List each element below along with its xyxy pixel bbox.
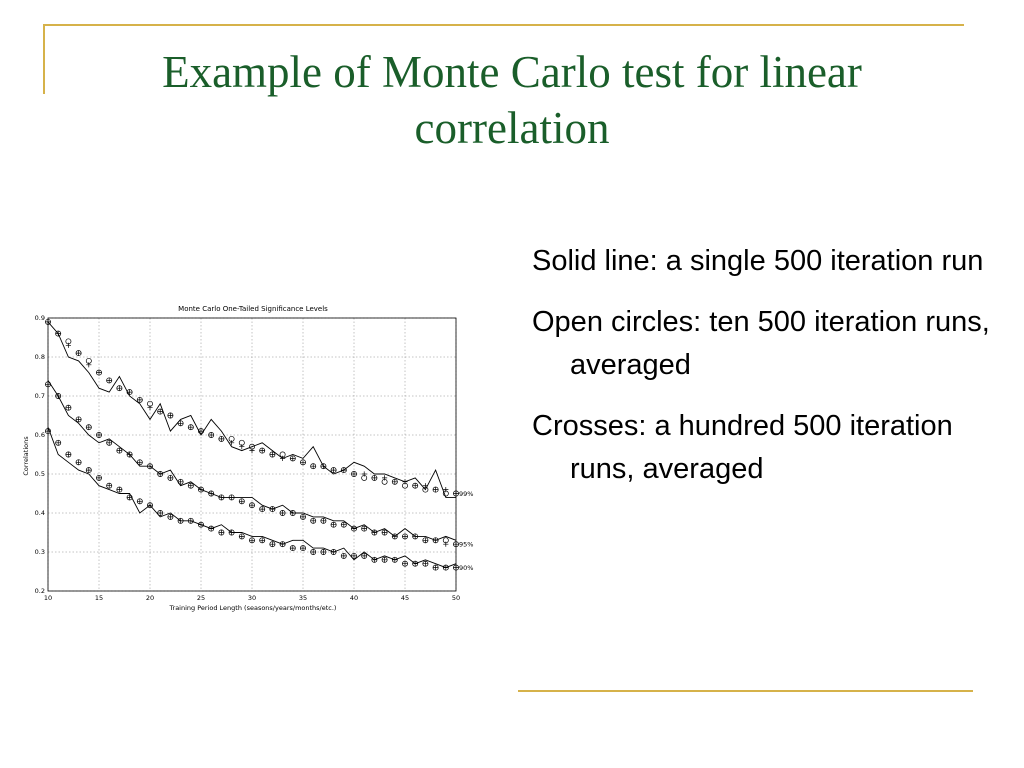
- bottom-accent-rule: [518, 690, 973, 692]
- x-tick-label: 30: [247, 594, 257, 602]
- series-label: 99%: [459, 490, 474, 498]
- y-tick-label: 0.4: [34, 509, 45, 517]
- chart-title: Monte Carlo One-Tailed Significance Levels: [178, 305, 328, 313]
- y-tick-label: 0.9: [34, 314, 45, 322]
- bullet-crosses: Crosses: a hundred 500 iteration runs, averaged: [532, 410, 953, 485]
- grid-layer: [48, 318, 456, 591]
- x-tick-label: 20: [145, 594, 155, 602]
- x-axis-label: Training Period Length (seasons/years/months/etc.): [169, 604, 337, 612]
- y-tick-label: 0.3: [34, 548, 45, 556]
- y-axis-label: Correlations: [22, 436, 30, 476]
- single-run-line: [48, 380, 456, 540]
- y-tick-label: 0.7: [34, 392, 45, 400]
- x-tick-label: 25: [196, 594, 206, 602]
- x-tick-label: 40: [349, 594, 359, 602]
- x-tick-label: 15: [94, 594, 104, 602]
- y-tick-label: 0.6: [34, 431, 45, 439]
- x-tick-label: 50: [451, 594, 461, 602]
- bullet-open-circles: Open circles: ten 500 iteration runs, averaged: [532, 306, 990, 381]
- chart-svg: [20, 298, 490, 618]
- x-tick-label: 10: [43, 594, 53, 602]
- bullet-list: [532, 240, 1002, 509]
- x-tick-label: 35: [298, 594, 308, 602]
- bullet-solid-line: Solid line: a single 500 iteration run: [532, 245, 984, 277]
- y-tick-label: 0.5: [34, 470, 45, 478]
- series-label-layer: [459, 490, 473, 572]
- x-tick-label: 45: [400, 594, 410, 602]
- left-accent-rule: [43, 24, 45, 94]
- significance-chart: [20, 298, 490, 618]
- slide-title: Example of Monte Carlo test for linear correlation: [162, 47, 862, 153]
- series-label: 90%: [459, 564, 474, 573]
- y-tick-label: 0.8: [34, 353, 45, 361]
- series-label: 95%: [459, 540, 474, 549]
- top-accent-rule: [43, 24, 964, 26]
- y-tick-label: 0.2: [34, 587, 45, 595]
